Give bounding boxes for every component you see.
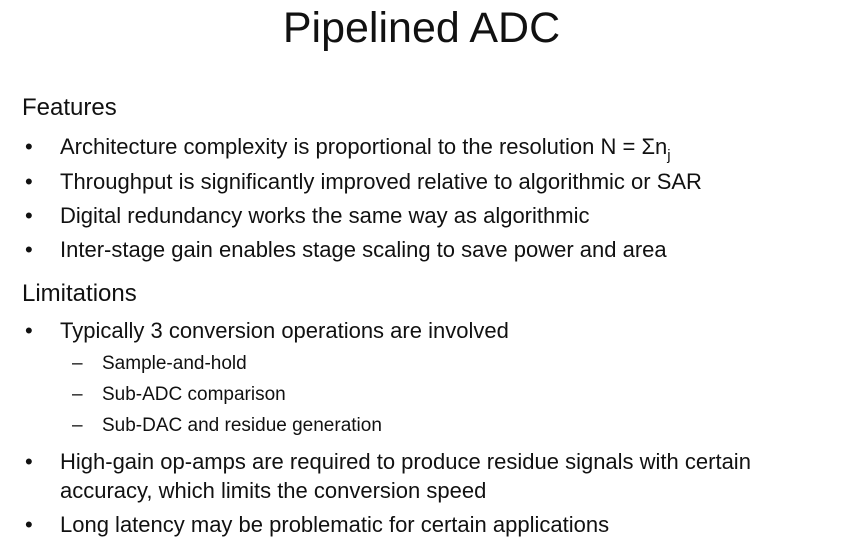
feature-subscript: j xyxy=(667,147,671,164)
features-heading: Features xyxy=(22,94,117,121)
sub-bullet-marker: – xyxy=(72,353,83,374)
limitation-text: Typically 3 conversion operations are involved xyxy=(60,318,509,343)
feature-item xyxy=(22,132,832,164)
feature-text: Digital redundancy works the same way as algorithmic xyxy=(60,203,590,228)
feature-item xyxy=(22,201,832,230)
bullet-marker: • xyxy=(25,134,33,159)
limitation-item xyxy=(22,447,832,505)
feature-item xyxy=(22,167,832,196)
bullet-marker: • xyxy=(25,512,33,537)
subitem-text: Sample-and-hold xyxy=(102,353,247,374)
feature-text: Throughput is significantly improved relative to algorithmic or SAR xyxy=(60,169,702,194)
limitation-item xyxy=(22,316,832,345)
sub-bullet-marker: – xyxy=(72,415,83,436)
bullet-marker: • xyxy=(25,449,33,474)
bullet-marker: • xyxy=(25,237,33,262)
subitem-text: Sub-DAC and residue generation xyxy=(102,415,382,436)
bullet-marker: • xyxy=(25,318,33,343)
slide-title: Pipelined ADC xyxy=(282,4,561,52)
limitation-subitem xyxy=(72,382,286,408)
subitem-text: Sub-ADC comparison xyxy=(102,384,286,405)
feature-text: Architecture complexity is proportional to the resolution N = Σn xyxy=(60,134,668,159)
feature-text: Inter-stage gain enables stage scaling to save power and area xyxy=(60,237,667,262)
feature-item xyxy=(22,235,832,264)
limitation-item xyxy=(22,510,832,539)
limitation-text: Long latency may be problematic for certain applications xyxy=(60,512,610,537)
bullet-marker: • xyxy=(25,169,33,194)
sub-bullet-marker: – xyxy=(72,384,83,405)
limitation-subitem xyxy=(72,351,247,377)
limitation-subitem xyxy=(72,413,382,439)
bullet-marker: • xyxy=(25,203,33,228)
limitation-text: High-gain op-amps are required to produce residue signals with certain accuracy, which limits the conversion speed xyxy=(60,449,751,503)
limitations-heading: Limitations xyxy=(22,280,137,307)
